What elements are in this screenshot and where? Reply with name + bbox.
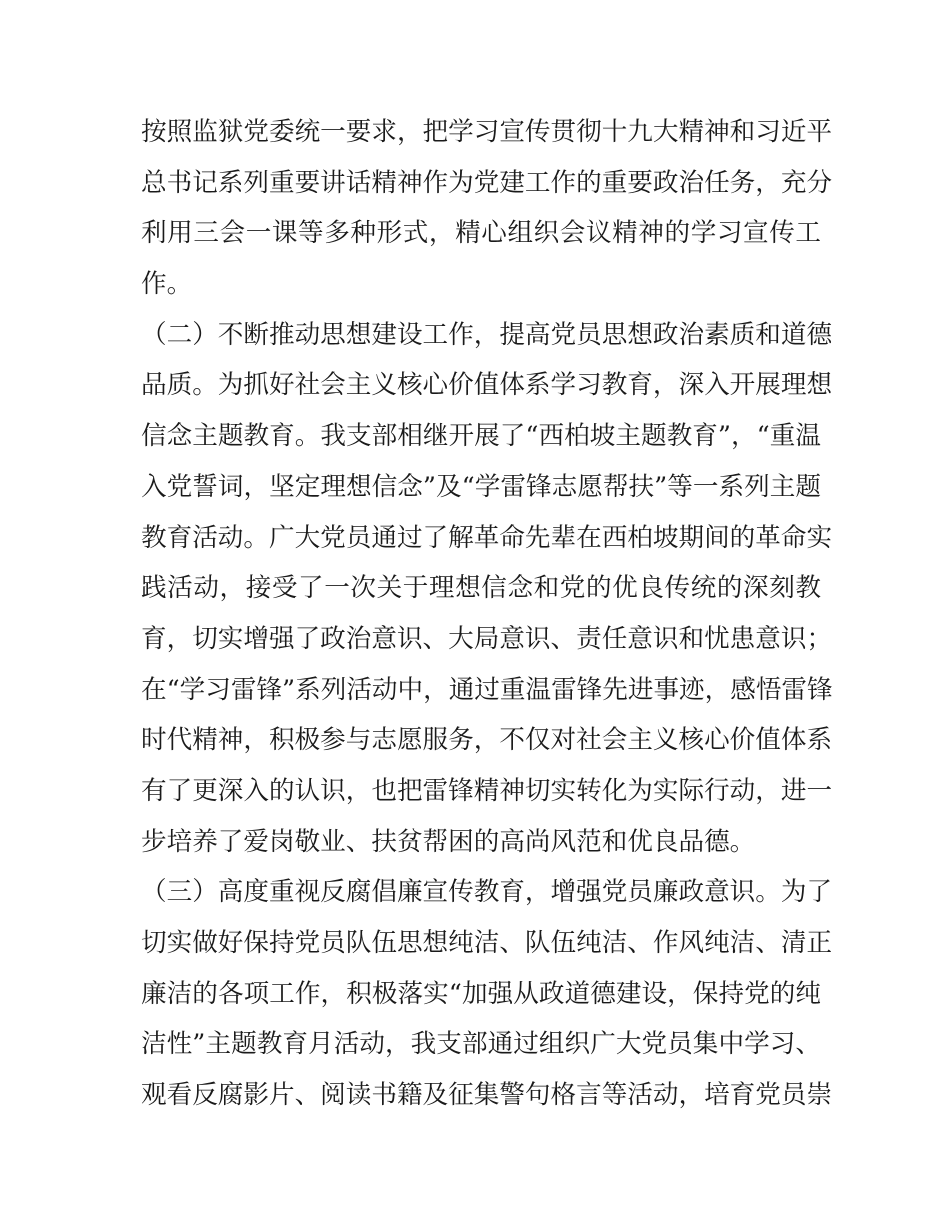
section-heading-line: （三）高度重视反腐倡廉宣传教育，增强党员廉政意识。为了 [141,877,833,908]
text-line: 时代精神，积极参与志愿服务，不仅对社会主义核心价值体系 [141,725,833,756]
text-line: 教育活动。广大党员通过了解革命先辈在西柏坡期间的革命实 [141,522,833,553]
text-line: 信念主题教育。我支部相继开展了“西柏坡主题教育”，“重温 [141,421,821,452]
text-line: 育，切实增强了政治意识、大局意识、责任意识和忧患意识； [141,623,833,654]
text-line: 入党誓词，坚定理想信念”及“学雷锋志愿帮扶”等一系列主题 [141,471,821,502]
section-heading-line: （二）不断推动思想建设工作，提高党员思想政治素质和道德 [141,319,833,350]
text-line: 在“学习雷锋”系列活动中，通过重温雷锋先进事迹，感悟雷锋 [141,674,833,705]
text-line: 有了更深入的认识，也把雷锋精神切实转化为实际行动，进一 [141,775,833,806]
text-line: 践活动，接受了一次关于理想信念和党的优良传统的深刻教 [141,573,821,604]
text-line: 品质。为抓好社会主义核心价值体系学习教育，深入开展理想 [141,370,833,401]
text-line: 廉洁的各项工作，积极落实“加强从政道德建设，保持党的纯 [141,978,821,1009]
text-line: 切实做好保持党员队伍思想纯洁、队伍纯洁、作风纯洁、清正 [141,928,833,958]
text-line: 按照监狱党委统一要求，把学习宣传贯彻十九大精神和习近平 [141,117,833,147]
text-line: 步培养了爱岗敬业、扶贫帮困的高尚风范和优良品德。 [141,826,756,857]
text-line: 利用三会一课等多种形式，精心组织会议精神的学习宣传工 [141,218,821,249]
body-text [141,107,833,1121]
text-line: 总书记系列重要讲话精神作为党建工作的重要政治任务，充分 [141,167,833,198]
text-line: 作。 [141,269,193,300]
text-line: 观看反腐影片、阅读书籍及征集警句格言等活动，培育党员崇 [141,1080,833,1111]
text-line: 洁性”主题教育月活动，我支部通过组织广大党员集中学习、 [141,1029,821,1060]
